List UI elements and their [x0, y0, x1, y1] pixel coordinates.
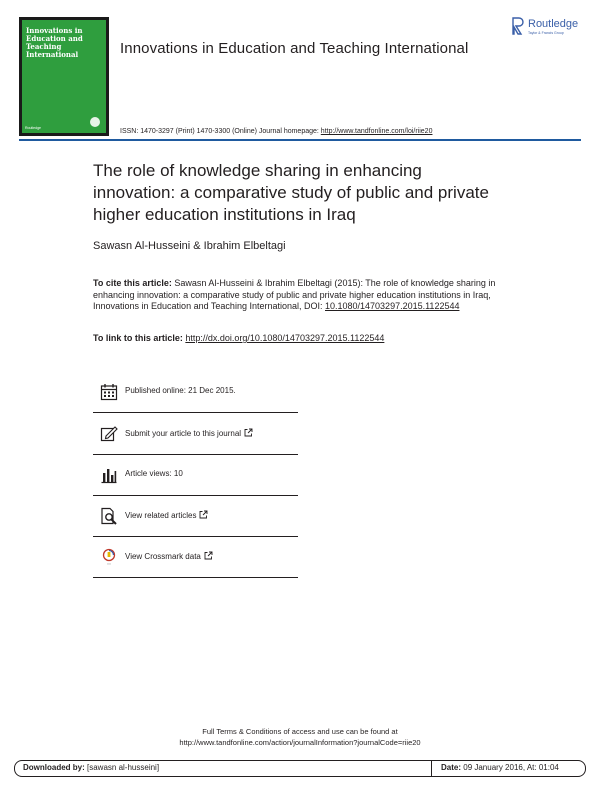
download-info-bar — [14, 760, 586, 777]
external-link-icon — [199, 510, 208, 519]
download-date-value: 09 January 2016, At: 01:04 — [461, 763, 559, 772]
calendar-icon — [100, 383, 118, 401]
downloaded-by-label: Downloaded by: — [23, 763, 85, 772]
related-articles-link[interactable] — [125, 510, 208, 520]
routledge-r-icon — [512, 17, 524, 35]
published-row — [93, 371, 298, 413]
citation-doi-link[interactable]: 10.1080/14703297.2015.1122544 — [325, 301, 460, 311]
bar-chart-icon — [100, 466, 118, 484]
downloaded-by — [23, 763, 159, 772]
submit-article-label: Submit your article to this journal — [125, 429, 242, 438]
crossmark-icon — [100, 548, 118, 566]
submit-article-link[interactable] — [125, 428, 253, 438]
downloaded-by-value: [sawasn al-husseini] — [84, 763, 160, 772]
citation-text: Sawasn Al-Husseini & Ibrahim Elbeltagi (2015): The role of knowledge sharing in enhancing innovation: a comparative study of public and private higher education institutions in Iraq, Innovations in Education and Teaching International, DOI: — [93, 278, 496, 311]
cover-publisher: Routledge — [25, 126, 41, 130]
cover-title: Innovations in Education and Teaching International — [26, 26, 83, 59]
external-link-icon — [244, 428, 253, 437]
external-link-icon — [204, 551, 213, 560]
crossmark-link[interactable] — [125, 551, 213, 561]
article-title: The role of knowledge sharing in enhancing innovation: a comparative study of public and private higher education institutions in Iraq — [93, 161, 489, 224]
published-date: Published online: 21 Dec 2015. — [125, 386, 236, 395]
crossmark-row[interactable] — [93, 536, 298, 578]
related-articles-row[interactable] — [93, 495, 298, 537]
edit-icon — [100, 425, 118, 443]
header-divider — [19, 139, 581, 141]
terms-notice — [0, 726, 600, 748]
search-document-icon — [100, 507, 118, 525]
article-authors: Sawasn Al-Husseini & Ibrahim Elbeltagi — [93, 240, 286, 252]
cover-seal-icon — [90, 117, 100, 127]
download-date — [441, 763, 559, 772]
download-date-label: Date: — [441, 763, 462, 772]
journal-title: Innovations in Education and Teaching International — [120, 40, 469, 57]
journal-cover[interactable] — [19, 17, 109, 136]
journal-cover-panel — [22, 20, 106, 133]
publisher-tagline: Taylor & Francis Group — [528, 31, 564, 35]
crossmark-label: View Crossmark data — [125, 552, 201, 561]
article-link-label: To link to this article: — [93, 333, 183, 343]
publisher-name: Routledge — [528, 18, 579, 30]
issn-text: ISSN: 1470-3297 (Print) 1470-3300 (Online) Journal homepage: — [120, 128, 321, 135]
article-views-count: Article views: 10 — [125, 469, 183, 478]
article-doi-url[interactable]: http://dx.doi.org/10.1080/14703297.2015.1122544 — [185, 333, 385, 343]
article-views-row — [93, 454, 298, 496]
svg-text:ꞏꞏꞏꞏ: ꞏꞏꞏꞏ — [107, 562, 111, 566]
issn-line — [120, 128, 432, 135]
article-link-line — [93, 333, 384, 343]
terms-url[interactable]: http://www.tandfonline.com/action/journalInformation?journalCode=riie20 — [179, 738, 421, 747]
citation-block — [93, 278, 503, 313]
publisher-logo[interactable] — [512, 17, 592, 39]
related-articles-label: View related articles — [125, 511, 197, 520]
journal-homepage-link[interactable]: http://www.tandfonline.com/loi/riie20 — [320, 128, 433, 135]
citation-label: To cite this article: — [93, 278, 172, 288]
submit-article-row[interactable] — [93, 413, 298, 455]
download-bar-divider — [431, 761, 432, 776]
terms-line: Full Terms & Conditions of access and use can be found at — [202, 727, 398, 736]
